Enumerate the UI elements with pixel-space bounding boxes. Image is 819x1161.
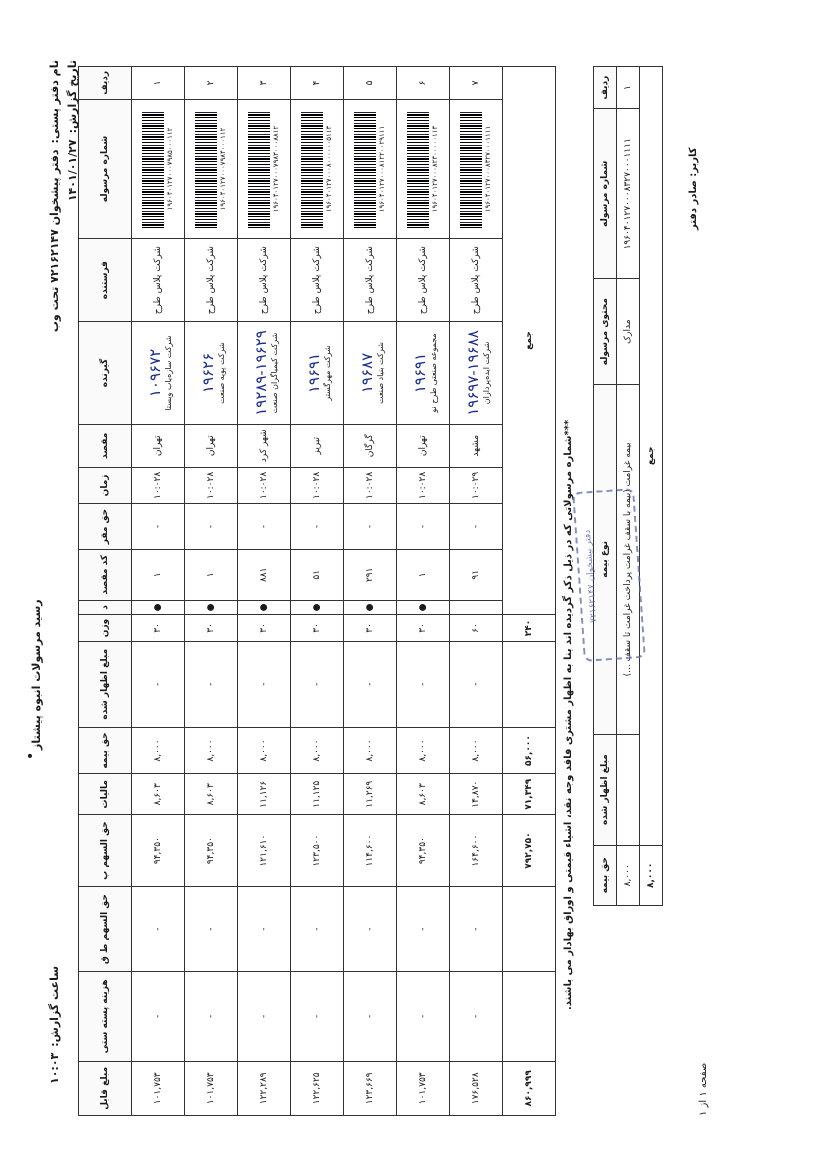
receiver-name: مجموعه صنعتی طرح نو (428, 333, 438, 413)
cell-tracking (344, 99, 397, 238)
receiver-name: شرکت ایده‌پردازان (481, 341, 491, 405)
summary-insurance-type: بیمه غرامت (بیمه با سقف غرامت پرداخت غرامت تا سقف ...) (617, 385, 640, 735)
cell-sender: شرکت پلاس طرح (344, 239, 397, 322)
receiver-name: شرکت کیمیاگران صنعت (269, 332, 279, 414)
cell-dest: شهر کرد (238, 424, 291, 467)
handwritten-code: ۱۹۶۲۶ (198, 352, 217, 394)
handwritten-code: ۱۰۹۶۷۲ (145, 348, 164, 398)
receiver-name: شرکت بنیاد صنعت (375, 342, 385, 404)
column-header: حق السهم پ (79, 815, 132, 887)
barcode (301, 110, 323, 228)
table-row (397, 67, 450, 1116)
cell-time: ۱۰:۰۲۸ (291, 467, 344, 504)
cell-code: ۵۱ (291, 549, 344, 600)
cell-weight: ۳۰ (132, 615, 185, 642)
shipments-table (78, 66, 556, 1116)
cell-d: ● (185, 600, 238, 615)
cell-payable: ۱۰۱,۷۵۳ (185, 1061, 238, 1115)
cell-insurance: ۸,۰۰۰ (344, 727, 397, 774)
summary-total-label: جمع (640, 67, 663, 846)
total-fee (503, 972, 556, 1061)
cell-tracking (450, 99, 503, 238)
cell-payable: ۱۰۱,۷۵۳ (132, 1061, 185, 1115)
cell-dest: تبریز (291, 424, 344, 467)
column-header: هزینه پسته ستی (79, 972, 132, 1061)
column-header: فرستنده (79, 239, 132, 322)
cell-sender: شرکت پلاس طرح (238, 239, 291, 322)
cell-sender: شرکت پلاس طرح (450, 239, 503, 322)
cell-share_tq: - (185, 887, 238, 972)
handwritten-code: ۱۹۲۸۹-۱۹۶۲۹ (251, 330, 270, 416)
table-row (185, 67, 238, 1116)
tracking-number: ۱۹۶۰۴۰۱۲۷۰۰۰۸۲۳۰۰۰۰۰۱۱۳ (431, 125, 439, 213)
cell-receiver (450, 322, 503, 425)
totals-label: جمع (503, 67, 556, 615)
handwritten-code: ۱۹۶۹۱ (304, 352, 323, 394)
total-share_tq (503, 887, 556, 972)
total-insurance: ۵۶,۰۰۰ (503, 727, 556, 774)
handwritten-code: ۱۹۶۹۱ (410, 352, 429, 394)
cell-weight: ۳۰ (344, 615, 397, 642)
cell-payable: ۱۲۲,۲۸۹ (238, 1061, 291, 1115)
total-declared (503, 641, 556, 727)
report-time: ساعت گزارش:۱۰:۰۳ (48, 965, 61, 1084)
receiver-name: شرکت پویه صنعت (216, 342, 226, 404)
summary-content: مدارک (617, 279, 640, 385)
signer-label: کاربر: صادر دفتر (688, 147, 699, 230)
cell-dest: مشهد (450, 424, 503, 467)
cell-fee: - (344, 972, 397, 1061)
cell-tracking (185, 99, 238, 238)
table-row (291, 67, 344, 1116)
cell-row: ۵ (344, 67, 397, 100)
cell-insurance: ۸,۰۰۰ (291, 727, 344, 774)
document-page (18, 20, 798, 1140)
cell-declared: - (397, 641, 450, 727)
summary-row-number: ۱ (617, 67, 640, 109)
summary-header-row (594, 67, 617, 906)
cell-tax: ۱۴,۸۷۰ (450, 774, 503, 815)
tracking-number: ۱۹۶۰۴۰۱۲۷۰۰۰۸۳۲۷۰۰۰۱۱۱۱ (484, 125, 492, 213)
office-name: نام دفتر پستی:دفتر پیشخوان ۷۲۱۶۲۱۴۷ تحت وب (48, 60, 61, 333)
cell-share_p: ۱۶۴,۶۰۰ (450, 815, 503, 887)
rotated-report (18, 20, 788, 1130)
cell-receiver (397, 322, 450, 425)
cell-payable: ۱۲۳,۶۶۹ (344, 1061, 397, 1115)
cell-share_p: ۱۲۱,۶۱۰ (238, 815, 291, 887)
summary-row (617, 67, 640, 906)
cell-row: ۲ (185, 67, 238, 100)
cell-payable: ۱۰۱,۷۵۳ (397, 1061, 450, 1115)
cell-d: ● (132, 600, 185, 615)
page-number: صفحه ۱ از ۱ (698, 1062, 709, 1116)
cell-insurance: ۸,۰۰۰ (450, 727, 503, 774)
tracking-number: ۱۹۶۰۴۰۱۲۷۰۰۰۷۹۸۵۰۰۰۱۱۲ (166, 127, 174, 211)
barcode (142, 110, 164, 228)
column-header: حق مقر (79, 504, 132, 550)
cell-sender: شرکت پلاس طرح (132, 239, 185, 322)
cell-weight: ۳۰ (397, 615, 450, 642)
tracking-number: ۱۹۶۰۴۰۱۲۷۰۰۰۸۱۲۲۰۰۲۹۱۱۱ (378, 125, 386, 213)
cell-receiver (185, 322, 238, 425)
report-title: رسید مرسولات انبوه پیشتاز (30, 599, 43, 750)
cell-hq: - (344, 504, 397, 550)
cell-weight: ۳۰ (291, 615, 344, 642)
table-header-row (79, 67, 132, 1116)
column-header: مقصد (79, 424, 132, 467)
cell-receiver (344, 322, 397, 425)
notice-text: ***شماره مرسولاتی که در ذیل ذکر گردیده اند بنا به اظهار مشتری فاقد وجه نقد، اشیاء قیمتی و اوراق بهادار می باشند. (563, 419, 574, 1010)
cell-sender: شرکت پلاس طرح (185, 239, 238, 322)
receiver-name: شرکت مهرگستر (322, 345, 332, 401)
cell-d: ● (344, 600, 397, 615)
cell-fee: - (291, 972, 344, 1061)
cell-tracking (238, 99, 291, 238)
cell-insurance: ۸,۰۰۰ (132, 727, 185, 774)
column-header: وزن (79, 615, 132, 642)
table-row (238, 67, 291, 1116)
cell-sender: شرکت پلاس طرح (397, 239, 450, 322)
summary-column-header: شماره مرسوله (594, 109, 617, 279)
summary-column-header: محتوی مرسوله (594, 279, 617, 385)
total-payable: ۸۶۰,۹۹۹ (503, 1061, 556, 1115)
cell-row: ۳ (238, 67, 291, 100)
cell-receiver (291, 322, 344, 425)
cell-insurance: ۸,۰۰۰ (238, 727, 291, 774)
summary-declared (617, 734, 640, 845)
cell-receiver (238, 322, 291, 425)
cell-d: ● (238, 600, 291, 615)
cell-declared: - (185, 641, 238, 727)
column-header: د (79, 600, 132, 615)
tracking-number: ۱۹۶۰۴۰۱۲۷۰۰۰۷۹۸۳۰۰۰۸۸۱۲ (272, 125, 280, 213)
cell-share_p: ۹۴,۳۵۰ (397, 815, 450, 887)
cell-tax: ۱۱,۱۲۶ (238, 774, 291, 815)
cell-row: ۱ (132, 67, 185, 100)
cell-tax: ۸,۶۰۳ (185, 774, 238, 815)
cell-share_tq: - (344, 887, 397, 972)
cell-code: ۹۱ (450, 549, 503, 600)
column-header: مبلغ قابل (79, 1061, 132, 1115)
cell-sender: شرکت پلاس طرح (291, 239, 344, 322)
cell-declared: - (291, 641, 344, 727)
cell-share_tq: - (238, 887, 291, 972)
cell-hq: - (291, 504, 344, 550)
cell-time: ۱۰:۰۲۸ (238, 467, 291, 504)
summary-insurance: ۸,۰۰۰ (617, 845, 640, 905)
table-row (450, 67, 503, 1116)
cell-code: ۱ (185, 549, 238, 600)
column-header: گیرنده (79, 322, 132, 425)
cell-tax: ۱۱,۱۲۵ (291, 774, 344, 815)
cell-tax: ۸,۶۰۳ (132, 774, 185, 815)
cell-payable: ۱۷۶,۵۲۸ (450, 1061, 503, 1115)
office-stamp: دفتر پیشخوان ۷۲۱۶۲۱۴۷ (572, 488, 646, 662)
tracking-number: ۱۹۶۰۴۰۱۲۷۰۰۰۷۹۸۴۰۰۰۱۱۲ (219, 127, 227, 211)
cell-tracking (132, 99, 185, 238)
cell-fee: - (185, 972, 238, 1061)
cell-share_p: ۱۲۳,۵۰۰ (291, 815, 344, 887)
barcode (354, 110, 376, 228)
cell-time: ۱۰:۰۲۸ (185, 467, 238, 504)
cell-share_p: ۱۱۴,۶۰۰ (344, 815, 397, 887)
cell-dest: گرگان (344, 424, 397, 467)
cell-share_tq: - (291, 887, 344, 972)
cell-share_tq: - (450, 887, 503, 972)
barcode (195, 110, 217, 228)
total-share_p: ۷۹۲,۷۵۰ (503, 815, 556, 887)
summary-column-header: نوع بیمه (594, 385, 617, 735)
cell-share_tq: - (132, 887, 185, 972)
cell-d: ● (291, 600, 344, 615)
cell-declared: - (238, 641, 291, 727)
barcode (248, 110, 270, 228)
column-header: ردیف (79, 67, 132, 100)
table-body (132, 67, 556, 1116)
column-header: شماره مرسوله (79, 99, 132, 238)
table-row (132, 67, 185, 1116)
cell-d: ● (397, 600, 450, 615)
cell-share_p: ۹۴,۳۵۰ (185, 815, 238, 887)
summary-total-row (640, 67, 663, 906)
summary-column-header: مبلغ اظهار شده (594, 734, 617, 845)
cell-code: ۱ (132, 549, 185, 600)
cell-code: ۱ (397, 549, 450, 600)
cell-declared: - (344, 641, 397, 727)
cell-row: ۴ (291, 67, 344, 100)
column-header: حق بیمه (79, 727, 132, 774)
cell-dest: تهران (397, 424, 450, 467)
cell-time: ۱۰:۰۲۹ (450, 467, 503, 504)
cell-tracking (291, 99, 344, 238)
receiver-name: شرکت سازه‌یاب ویستا (163, 335, 173, 411)
cell-d (450, 600, 503, 615)
cell-fee: - (450, 972, 503, 1061)
cell-row: ۶ (397, 67, 450, 100)
cell-hq: - (132, 504, 185, 550)
cell-share_p: ۹۴,۳۵۰ (132, 815, 185, 887)
cell-fee: - (238, 972, 291, 1061)
cell-hq: - (238, 504, 291, 550)
cell-code: ۸۸۱ (238, 549, 291, 600)
cell-dest: تهران (185, 424, 238, 467)
column-header: زمان (79, 467, 132, 504)
cell-time: ۱۰:۰۲۸ (397, 467, 450, 504)
cell-hq: - (185, 504, 238, 550)
cell-weight: ۳۰ (185, 615, 238, 642)
totals-row (503, 67, 556, 1116)
cell-code: ۲۹۱ (344, 549, 397, 600)
cell-receiver (132, 322, 185, 425)
cell-insurance: ۸,۰۰۰ (397, 727, 450, 774)
total-tax: ۷۱,۳۴۹ (503, 774, 556, 815)
insurance-summary-table (593, 66, 663, 906)
cell-tax: ۸,۶۰۳ (397, 774, 450, 815)
cell-tax: ۱۱,۲۶۹ (344, 774, 397, 815)
column-header: حق السهم ط ق (79, 887, 132, 972)
cell-insurance: ۸,۰۰۰ (185, 727, 238, 774)
column-header: مالیات (79, 774, 132, 815)
cell-fee: - (132, 972, 185, 1061)
cell-tracking (397, 99, 450, 238)
cell-declared: - (132, 641, 185, 727)
cell-share_tq: - (397, 887, 450, 972)
cell-fee: - (397, 972, 450, 1061)
summary-column-header: حق بیمه (594, 845, 617, 905)
handwritten-code: ۱۹۶۸۷ (357, 352, 376, 394)
total-weight: ۲۴۰ (503, 615, 556, 642)
handwritten-code: ۱۹۶۹۷-۱۹۶۸۸ (463, 330, 482, 416)
summary-tracking: ۱۹۶۰۴۰۱۲۷۰۰۰۸۳۲۷۰۰۰۱۱۱۱ (617, 109, 640, 279)
cell-time: ۱۰:۰۲۸ (132, 467, 185, 504)
report-date: تاریخ گزارش:۱۴۰۱/۰۱/۲۷ (66, 60, 79, 202)
scan-dot: • (23, 751, 39, 760)
summary-total-insurance: ۸,۰۰۰ (640, 845, 663, 905)
column-header: مبلغ اظهار شده (79, 641, 132, 727)
summary-column-header: ردیف (594, 67, 617, 109)
cell-declared: - (450, 641, 503, 727)
cell-row: ۷ (450, 67, 503, 100)
cell-time: ۱۰:۰۲۸ (344, 467, 397, 504)
barcode (407, 110, 429, 228)
cell-weight: ۶۰ (450, 615, 503, 642)
tracking-number: ۱۹۶۰۴۰۱۲۷۰۰۰۸۰۰۰۰۰۰۵۱۱۳ (325, 125, 333, 213)
barcode (460, 110, 482, 228)
cell-dest: تهران (132, 424, 185, 467)
cell-hq: - (450, 504, 503, 550)
table-row (344, 67, 397, 1116)
cell-weight: ۳۰ (238, 615, 291, 642)
cell-payable: ۱۲۲,۶۲۵ (291, 1061, 344, 1115)
cell-hq: - (397, 504, 450, 550)
column-header: کد مقصد (79, 549, 132, 600)
